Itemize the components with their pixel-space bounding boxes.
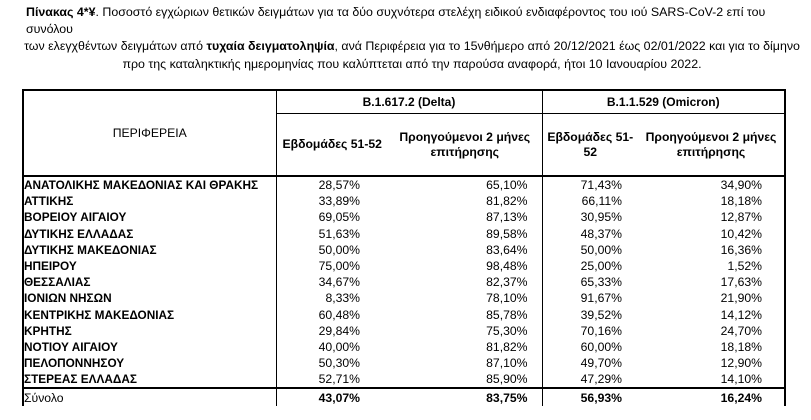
delta-prev-months-value: 82,37% xyxy=(486,275,528,290)
table-caption xyxy=(22,4,802,73)
caption-line-1 xyxy=(26,4,802,38)
table-body xyxy=(23,176,785,406)
delta-weeks-value: 60,48% xyxy=(318,307,360,322)
delta-prev-months-value: 87,13% xyxy=(486,210,528,225)
table-row xyxy=(23,371,785,388)
table-row xyxy=(23,226,785,242)
total-delta-prev-months-value: 83,75% xyxy=(388,388,542,406)
header-line-2: επιτήρησης xyxy=(430,144,499,159)
omicron-prev-months-value: 16,36% xyxy=(638,242,785,258)
delta-prev-months-value: 85,90% xyxy=(486,372,528,387)
table-row xyxy=(23,176,785,193)
omicron-weeks-value: 39,52% xyxy=(542,307,638,323)
caption-text-2: των ελεγχθέντων δειγμάτων από xyxy=(24,39,207,54)
total-row xyxy=(23,388,785,406)
region-cell: ΙΟΝΙΩΝ ΝΗΣΩΝ xyxy=(23,290,276,306)
omicron-prev-months-value: 21,90% xyxy=(638,290,785,306)
omicron-weeks-value: 50,00% xyxy=(542,242,638,258)
region-cell: ΒΟΡΕΙΟΥ ΑΙΓΑΙΟΥ xyxy=(23,209,276,225)
caption-text-3: , ανά Περιφέρεια για το 15νθήμερο από 20/12/2021 έως 02/01/2022 και για το δίμηνο xyxy=(334,39,800,54)
delta-prev-months-value: 83,64% xyxy=(486,242,528,257)
delta-prev-months-value: 81,82% xyxy=(486,339,528,354)
table-row xyxy=(23,209,785,225)
region-cell: ΑΝΑΤΟΛΙΚΗΣ ΜΑΚΕΔΟΝΙΑΣ ΚΑΙ ΘΡΑΚΗΣ xyxy=(23,176,276,193)
header-line-1: Προηγούμενοι 2 μήνες xyxy=(399,129,531,144)
delta-weeks-header: Εβδομάδες 51-52 xyxy=(276,114,388,176)
region-cell: ΚΡΗΤΗΣ xyxy=(23,323,276,339)
region-column-header: ΠΕΡΙΦΕΡΕΙΑ xyxy=(23,90,276,176)
caption-label: Πίνακας 4*¥ xyxy=(26,5,96,19)
delta-weeks-value: 28,57% xyxy=(318,178,360,193)
total-delta-weeks-value: 43,07% xyxy=(276,388,388,406)
omicron-weeks-value: 70,16% xyxy=(542,323,638,339)
omicron-prev-months-value: 12,90% xyxy=(638,355,785,371)
delta-weeks-value: 52,71% xyxy=(318,372,360,387)
table-row xyxy=(23,242,785,258)
delta-weeks-value: 33,89% xyxy=(318,194,360,209)
delta-weeks-value: 50,00% xyxy=(318,242,360,257)
delta-header: B.1.617.2 (Delta) xyxy=(276,90,542,114)
omicron-weeks-value: 30,95% xyxy=(542,209,638,225)
omicron-weeks-value: 71,43% xyxy=(542,176,638,193)
omicron-prev-months-value: 14,12% xyxy=(638,307,785,323)
delta-prev-months-value: 87,10% xyxy=(486,356,528,371)
omicron-prev-months-value: 18,18% xyxy=(638,193,785,209)
total-label: Σύνολο xyxy=(23,388,276,406)
table-row xyxy=(23,339,785,355)
omicron-prev-months-header xyxy=(638,114,785,176)
region-cell: ΝΟΤΙΟΥ ΑΙΓΑΙΟΥ xyxy=(23,339,276,355)
region-cell: ΚΕΝΤΡΙΚΗΣ ΜΑΚΕΔΟΝΙΑΣ xyxy=(23,307,276,323)
omicron-weeks-header: Εβδομάδες 51-52 xyxy=(542,114,638,176)
omicron-weeks-value: 48,37% xyxy=(542,226,638,242)
omicron-weeks-value: 49,70% xyxy=(542,355,638,371)
omicron-prev-months-value: 34,90% xyxy=(638,176,785,193)
delta-weeks-value: 40,00% xyxy=(318,339,360,354)
table-row xyxy=(23,323,785,339)
table-row xyxy=(23,258,785,274)
region-cell: ΠΕΛΟΠΟΝΝΗΣΟΥ xyxy=(23,355,276,371)
omicron-header: B.1.1.529 (Omicron) xyxy=(542,90,785,114)
omicron-weeks-value: 60,00% xyxy=(542,339,638,355)
total-omicron-weeks-value: 56,93% xyxy=(542,388,638,406)
omicron-weeks-value: 65,33% xyxy=(542,274,638,290)
omicron-weeks-value: 66,11% xyxy=(542,193,638,209)
delta-prev-months-value: 81,82% xyxy=(486,194,528,209)
omicron-prev-months-value: 24,70% xyxy=(638,323,785,339)
table-row xyxy=(23,307,785,323)
region-cell: ΘΕΣΣΑΛΙΑΣ xyxy=(23,274,276,290)
omicron-weeks-value: 91,67% xyxy=(542,290,638,306)
variant-table xyxy=(22,89,786,406)
delta-weeks-value: 8,33% xyxy=(325,291,360,306)
omicron-prev-months-value: 12,87% xyxy=(638,209,785,225)
total-omicron-prev-months-value: 16,24% xyxy=(638,388,785,406)
omicron-prev-months-value: 14,10% xyxy=(638,371,785,388)
caption-emphasis: τυχαία δειγματοληψία xyxy=(206,39,335,54)
table-row xyxy=(23,290,785,306)
region-cell: ΗΠΕΙΡΟΥ xyxy=(23,258,276,274)
region-cell: ΔΥΤΙΚΗΣ ΕΛΛΑΔΑΣ xyxy=(23,226,276,242)
caption-text-1: . Ποσοστό εγχώριων θετικών δειγμάτων για τα δύο συχνότερα στελέχη ειδικού ενδιαφέροντος του ιού SARS-CoV-2 επί του συνόλου xyxy=(26,5,766,37)
header-line-1: Προηγούμενοι 2 μήνες xyxy=(645,129,777,144)
delta-weeks-value: 69,05% xyxy=(318,210,360,225)
region-cell: ΣΤΕΡΕΑΣ ΕΛΛΑΔΑΣ xyxy=(23,371,276,388)
delta-prev-months-header xyxy=(388,114,542,176)
region-cell: ΔΥΤΙΚΗΣ ΜΑΚΕΔΟΝΙΑΣ xyxy=(23,242,276,258)
delta-prev-months-value: 75,30% xyxy=(486,323,528,338)
omicron-weeks-value: 47,29% xyxy=(542,371,638,388)
omicron-prev-months-value: 18,18% xyxy=(638,339,785,355)
header-line-2: επιτήρησης xyxy=(676,144,746,159)
delta-weeks-value: 29,84% xyxy=(318,323,360,338)
delta-prev-months-value: 65,10% xyxy=(486,178,528,193)
caption-text-4: προ της καταληκτικής ημερομηνίας που καλύπτεται από την παρούσα αναφορά, ήτοι 10 Ιανουαρίου 2022. xyxy=(122,56,702,71)
omicron-prev-months-value: 1,52% xyxy=(638,258,785,274)
delta-prev-months-value: 78,10% xyxy=(486,291,528,306)
delta-prev-months-value: 85,78% xyxy=(486,307,528,322)
omicron-weeks-value: 25,00% xyxy=(542,258,638,274)
table-row xyxy=(23,274,785,290)
table-row xyxy=(23,193,785,209)
delta-weeks-value: 34,67% xyxy=(318,275,360,290)
delta-prev-months-value: 98,48% xyxy=(486,259,528,274)
region-cell: ΑΤΤΙΚΗΣ xyxy=(23,193,276,209)
omicron-prev-months-value: 10,42% xyxy=(638,226,785,242)
delta-weeks-value: 50,30% xyxy=(318,356,360,371)
delta-prev-months-value: 89,58% xyxy=(486,226,528,241)
delta-weeks-value: 51,63% xyxy=(318,226,360,241)
delta-weeks-value: 75,00% xyxy=(318,259,360,274)
table-row xyxy=(23,355,785,371)
omicron-prev-months-value: 17,63% xyxy=(638,274,785,290)
